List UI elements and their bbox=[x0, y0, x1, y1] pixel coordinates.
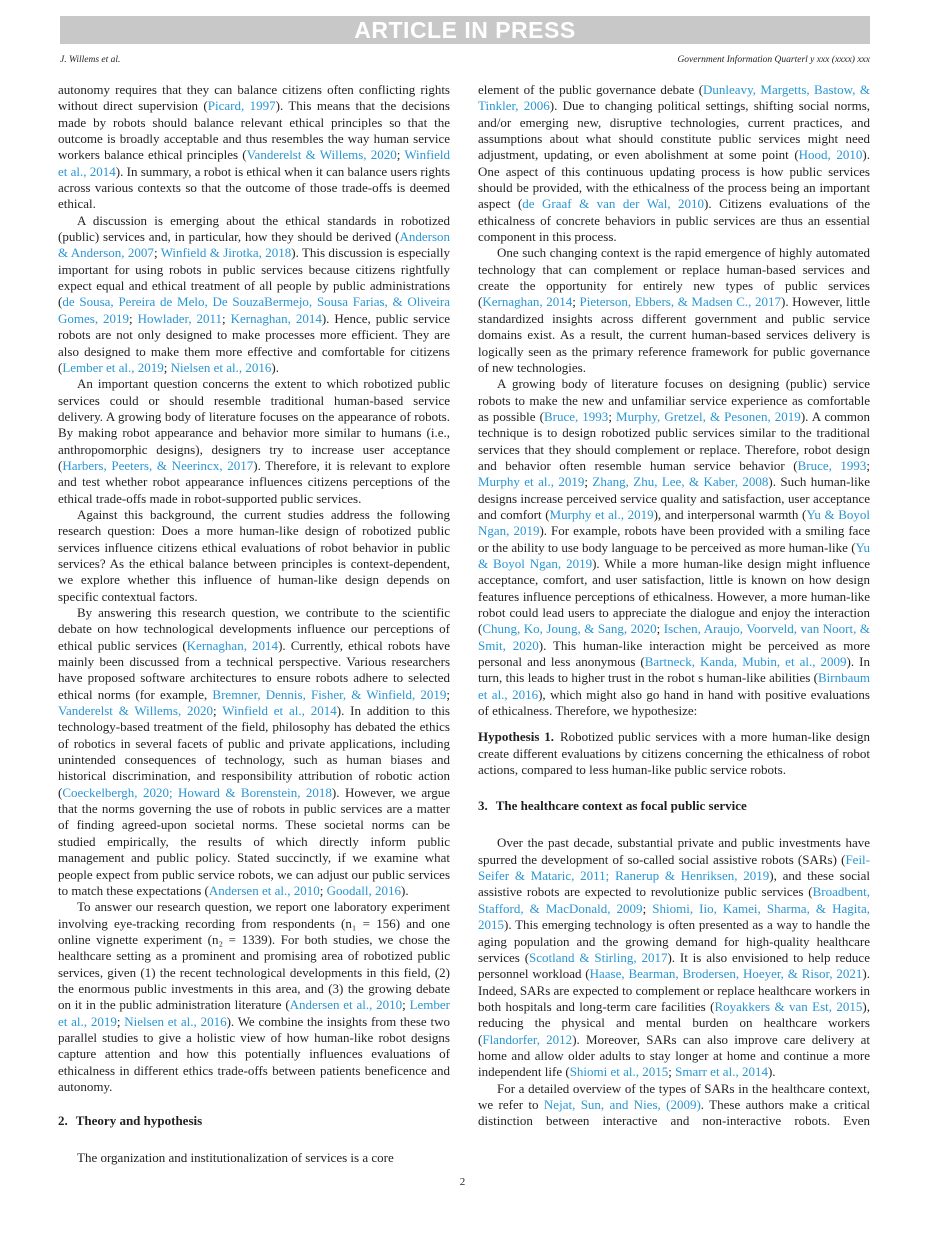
section-title: Theory and hypothesis bbox=[75, 1113, 203, 1129]
citation-link[interactable]: Harbers, Peeters, & Neerincx, 2017 bbox=[62, 457, 254, 473]
text-run: ). It is also envisioned to help reduce personnel workload ( bbox=[478, 949, 870, 982]
paragraph bbox=[478, 1081, 870, 1130]
text-run: ; bbox=[866, 457, 871, 473]
citation-link[interactable]: Bruce, 1993 bbox=[797, 457, 867, 473]
section-number: 2. bbox=[58, 1113, 68, 1129]
text-run: ). Moreover, SARs can also improve care delivery at home and allow older adults to stay longer at home and continue a more independent life ( bbox=[478, 1031, 870, 1080]
page-number: 2 bbox=[459, 1176, 466, 1188]
paragraph bbox=[478, 245, 870, 376]
citation-link[interactable]: Goodall, 2016 bbox=[326, 882, 401, 898]
running-head-journal: Government Information Quarterl y xxx (xxxx) xxx bbox=[677, 55, 870, 65]
text-run: Over the past decade, substantial private and public investments have spurred the development of so-called social assistive robots (SARs) ( bbox=[478, 835, 870, 867]
citation-link[interactable]: Flandorfer, 2012 bbox=[482, 1031, 573, 1047]
paragraph bbox=[478, 82, 870, 245]
paragraph bbox=[58, 605, 450, 899]
text-run: ), and interpersonal warmth ( bbox=[653, 506, 807, 522]
citation-link[interactable]: de Graaf & van der Wal, 2010 bbox=[522, 196, 705, 212]
text-run: ). In addition to this technology-based treatment of the field, philosophy has debated the ethics of robotics in several facets of public and private applications, including unintended consequences of technology, such as human biases and historical discrimination, and responsibility attribution of robotic action ( bbox=[58, 703, 450, 800]
citation-link[interactable]: Smarr et al., 2014 bbox=[675, 1064, 768, 1080]
citation-link[interactable]: Kernaghan, 2014 bbox=[230, 310, 322, 326]
text-run: ; bbox=[572, 294, 580, 310]
hypothesis-1 bbox=[478, 729, 870, 778]
citation-link[interactable]: Coeckelbergh, 2020; Howard & Borenstein, 2018 bbox=[62, 784, 332, 800]
hypothesis-label: Hypothesis 1. bbox=[478, 729, 554, 745]
citation-link[interactable]: Bartneck, Kanda, Mubin, et al., 2009 bbox=[644, 654, 847, 670]
text-run: ; bbox=[402, 997, 410, 1013]
citation-link[interactable]: Murphy, Gretzel, & Pesonen, 2019 bbox=[616, 408, 801, 424]
citation-link[interactable]: Chung, Ko, Joung, & Sang, 2020 bbox=[482, 621, 657, 637]
text-run: ). bbox=[271, 359, 279, 375]
text-run: ). Due to changing political settings, shifting social norms, and/or emerging new, disruptive technologies, current practices, and assumptions about what should constitute public services might need adjustment, updating, or even abolishment at some point ( bbox=[478, 98, 870, 163]
text-run: One such changing context is the rapid emergence of highly automated technology that can complement or replace human-based services and create the opportunity for entirely new types of public services ( bbox=[478, 245, 870, 310]
text-run: ). bbox=[401, 882, 409, 898]
right-column bbox=[478, 82, 870, 1130]
text-run: ; bbox=[642, 900, 653, 916]
text-run: For a detailed overview of the types of SARs in the healthcare context, we refer to bbox=[478, 1080, 870, 1112]
text-run: ; bbox=[222, 310, 231, 326]
hypothesis-text: Robotized public services with a more human-like design create different evaluations by citizens concerning the ethicalness of robot actions, compared to less human-like public service robots. bbox=[478, 729, 870, 778]
citation-link[interactable]: Feil-Seifer & Mataric, 2011; Ranerup & Henriksen, 2019 bbox=[478, 851, 870, 884]
citation-link[interactable]: Dunleavy, Margetts, Bastow, & Tinkler, 2006 bbox=[478, 82, 870, 114]
section-heading-healthcare bbox=[478, 798, 870, 814]
citation-link[interactable]: Nielsen et al., 2016 bbox=[170, 359, 272, 375]
paragraph bbox=[58, 82, 450, 213]
text-run: The organization and institutionalization of services is a core bbox=[77, 1150, 394, 1166]
citation-link[interactable]: Bruce, 1993 bbox=[543, 408, 609, 424]
paragraph bbox=[58, 213, 450, 376]
text-run: ). This emerging technology is often presented as a way to handle the aging population and the growing demand for high-quality healthcare services ( bbox=[478, 917, 870, 965]
text-run: ). However, little standardized insights across different government and public service domains exist. As a result, the current human-based services delivery is logically seen as the primary reference framework for public governance of new technologies. bbox=[478, 294, 870, 375]
text-run: ). In summary, a robot is ethical when it can balance users rights across various contexts so that the outcome of those trade-offs is deemed ethical. bbox=[58, 163, 451, 212]
citation-link[interactable]: Vanderelst & Willems, 2020 bbox=[58, 703, 214, 719]
paragraph bbox=[58, 507, 450, 605]
section-number: 3. bbox=[478, 798, 488, 814]
paragraph bbox=[478, 376, 870, 719]
citation-link[interactable]: Anderson & Anderson, 2007 bbox=[58, 229, 450, 261]
citation-link[interactable]: Kernaghan, 2014 bbox=[482, 294, 573, 310]
text-run: ; bbox=[153, 245, 161, 261]
text-run: ). One aspect of this continuous updating process is how public services should be provided, with the ethicalness of the process being an important aspect ( bbox=[478, 147, 870, 212]
text-run: ). Hence, public service robots are not only designed to make processes more efficient. They are also designed to make them more effective and comfortable for citizens ( bbox=[58, 310, 450, 375]
citation-link[interactable]: Lember et al., 2019 bbox=[58, 997, 450, 1029]
citation-link[interactable]: Yu & Boyol Ngan, 2019 bbox=[478, 506, 870, 539]
text-run: ). A common technique is to design robotized public services similar to the traditional services that they should complement or replace. Therefore, robot design and behavior often resemble human service behavior ( bbox=[478, 408, 870, 473]
text-run: A discussion is emerging about the ethical standards in robotized (public) services and, in particular, how they should be derived ( bbox=[58, 212, 450, 245]
text-run: ; bbox=[163, 359, 171, 375]
paragraph bbox=[478, 835, 870, 1080]
running-head-authors: J. Willems et al. bbox=[60, 55, 121, 65]
text-run: ). In turn, this leads to higher trust in the robot s human-like abilities ( bbox=[478, 654, 870, 686]
citation-link[interactable]: Vanderelst & Willems, 2020 bbox=[246, 147, 397, 163]
citation-link[interactable]: de Sousa, Pereira de Melo, De SouzaBermejo, Sousa Farias, & Oliveira Gomes, 2019 bbox=[58, 294, 450, 326]
citation-link[interactable]: Haase, Bearman, Brodersen, Hoeyer, & Risor, 2021 bbox=[589, 966, 863, 982]
article-in-press-banner: ARTICLE IN PRESS bbox=[60, 16, 870, 44]
citation-link[interactable]: Picard, 1997 bbox=[207, 98, 276, 114]
text-run: ; bbox=[116, 1013, 125, 1029]
citation-link[interactable]: Scotland & Stirling, 2017 bbox=[529, 949, 668, 965]
citation-link[interactable]: Birnbaum et al., 2016 bbox=[478, 670, 870, 702]
citation-link[interactable]: Ischen, Araujo, Voorveld, van Noort, & Smit, 2020 bbox=[478, 621, 870, 653]
citation-link[interactable]: Broadbent, Stafford, & MacDonald, 2009 bbox=[478, 884, 870, 916]
citation-link[interactable]: Yu & Boyol Ngan, 2019 bbox=[478, 539, 870, 571]
citation-link[interactable]: Nejat, Sun, and Nies, (2009) bbox=[543, 1096, 701, 1112]
citation-link[interactable]: Nielsen et al., 2016 bbox=[124, 1013, 227, 1029]
paragraph bbox=[58, 899, 450, 1095]
citation-link[interactable]: Lember et al., 2019 bbox=[62, 359, 164, 375]
section-heading-theory bbox=[58, 1113, 450, 1129]
text-run: ). Therefore, it is relevant to explore and test whether robot appearance influences citizens perceptions of the ethical trade-offs made in robot-supported public services. bbox=[58, 457, 451, 506]
text-run: ). This means that the decisions made by robots should balance relevant ethical principles so that the outcome is broadly acceptable and thus resembles the way human service workers balance ethical principles ( bbox=[58, 98, 450, 163]
text-run: By answering this research question, we contribute to the scientific debate on how technological developments influence our perceptions of ethical public services ( bbox=[58, 605, 450, 653]
citation-link[interactable]: Winfield & Jirotka, 2018 bbox=[160, 245, 292, 261]
citation-link[interactable]: Winfield et al., 2014 bbox=[58, 147, 450, 179]
paragraph bbox=[58, 376, 450, 507]
text-run: ). For example, robots have been provided with a smiling face or the ability to use body language to be perceived as more human-like ( bbox=[478, 523, 870, 555]
left-column bbox=[58, 82, 450, 1167]
text-run: ). Indeed, SARs are expected to complement or replace healthcare workers in both hospitals and long-term care facilities ( bbox=[478, 966, 871, 1014]
citation-link[interactable]: Andersen et al., 2010 bbox=[289, 997, 403, 1013]
text-run: ; bbox=[129, 310, 138, 326]
left-body bbox=[58, 82, 450, 1095]
text-run: ). This human-like interaction might be perceived as more personal and less anonymous ( bbox=[478, 637, 870, 670]
text-run: ; bbox=[656, 621, 664, 637]
text-run: ). Currently, ethical robots have mainly been discussed from a technical perspective. Various researchers have proposed software architectures to ensure robots adhere to selected ethical norms (for example, bbox=[58, 637, 450, 702]
citation-link[interactable]: Murphy et al., 2019 bbox=[478, 474, 585, 490]
citation-link[interactable]: Howlader, 2011 bbox=[137, 310, 223, 326]
text-run: ). Citizens evaluations of the ethicalness of concrete behaviors in public services are thus an essential component in this process. bbox=[478, 196, 871, 245]
text-run: ; bbox=[396, 147, 405, 163]
text-run: ). We combine the insights from these two parallel studies to give a holistic view of how human-like robot designs capture attention and how this potentially influences evaluations of ethicalness in different ethics trade-offs between patients beneficence and autonomy. bbox=[58, 1013, 450, 1094]
citation-link[interactable]: Bremner, Dennis, Fisher, & Winfield, 2019 bbox=[212, 686, 447, 702]
section-3-body bbox=[478, 835, 870, 1129]
text-run: To answer our research question, we report one laboratory experiment involving eye-tracking recording from respondents (n₁ = 156) and one online vignette experiment (n₂ = 1339). For both studies, we chose the healthcare setting as a prominent and promising area of robotized public services, given (1) the recent technological developments in this field, (2) the enormous public investments in this area, and (3) the growing debate on it in the public administration literature ( bbox=[58, 899, 450, 1013]
text-run: A growing body of literature focuses on designing (public) service robots to make the new and unfamiliar service experience as comfortable as possible ( bbox=[478, 376, 870, 424]
citation-link[interactable]: Hood, 2010 bbox=[798, 147, 863, 163]
text-run: An important question concerns the extent to which robotized public services could or should resemble traditional human-based service delivery. A growing body of literature focuses on the appearance of robots. By making robot appearance and behavior more similar to humans (i.e., anthropomorphic designs), designers try to increase user acceptance ( bbox=[58, 376, 450, 473]
citation-link[interactable]: Andersen et al., 2010 bbox=[208, 882, 320, 898]
citation-link[interactable]: Royakkers & van Est, 2015 bbox=[714, 998, 863, 1014]
text-run: ; bbox=[446, 686, 450, 702]
text-run: ), and these social assistive robots are expected to revolutionize public services ( bbox=[478, 868, 870, 900]
text-run: Against this background, the current studies address the following research question: Does a more human-like design of robotized public services influence citizens ethical evaluations of robot behavior in public services? As the ethical balance between principles is context-dependent, we explore whether this influence of human-like design depends on specific contextual factors. bbox=[58, 506, 450, 604]
text-run: autonomy requires that they can balance citizens often conflicting rights without direct supervision ( bbox=[58, 82, 450, 114]
paragraph bbox=[58, 1150, 450, 1166]
text-run: ). Such human-like designs increase perceived service quality and satisfaction, user acceptance and comfort ( bbox=[478, 474, 870, 522]
citation-link[interactable]: Murphy et al., 2019 bbox=[549, 506, 654, 522]
citation-link[interactable]: Shiomi et al., 2015 bbox=[569, 1064, 669, 1080]
text-run: ), reducing the physical and mental burden on healthcare workers ( bbox=[478, 998, 870, 1047]
citation-link[interactable]: Zhang, Zhu, Lee, & Kaber, 2008 bbox=[592, 474, 769, 490]
text-run: ; bbox=[608, 408, 617, 424]
citation-link[interactable]: Shiomi, Iio, Kamei, Sharma, & Hagita, 2015 bbox=[478, 900, 870, 933]
citation-link[interactable]: Winfield et al., 2014 bbox=[222, 703, 337, 719]
section-2-body bbox=[58, 1150, 450, 1166]
section-title: The healthcare context as focal public service bbox=[495, 798, 747, 814]
citation-link[interactable]: Kernaghan, 2014 bbox=[186, 637, 279, 653]
text-run: ; bbox=[319, 882, 327, 898]
text-run: ). This discussion is especially important for using robots in public services because citizens rightfully expect equal and ethical treatment of all people by public administrations ( bbox=[58, 245, 450, 310]
text-run: element of the public governance debate ( bbox=[478, 82, 704, 97]
text-run: ). However, we argue that the norms governing the use of robots in public services are a matter of finding agreed-upon societal norms. These societal norms can be studied empirically, the results of which directly inform public management and public policy. Stated succinctly, if we examine what people expect from public service robots, we can adjust our public services to match these expectations ( bbox=[58, 784, 450, 898]
text-run: ). bbox=[767, 1064, 776, 1080]
text-run: ). While a more human-like design might influence acceptance, comfort, and user satisfaction, little is known on how design features influence perceptions of ethicalness. However, a more human-like robot could lead users to appreciate the dialogue and enjoy the interaction ( bbox=[478, 555, 870, 637]
text-run: ), which might also go hand in hand with positive evaluations of ethicalness. Therefore, we hypothesize: bbox=[478, 686, 870, 719]
text-run: ; bbox=[668, 1064, 676, 1080]
citation-link[interactable]: Pieterson, Ebbers, & Madsen C., 2017 bbox=[579, 294, 781, 310]
text-run: ; bbox=[584, 474, 593, 490]
right-body bbox=[478, 82, 870, 719]
text-run: . These authors make a critical distinction between interactive and non-interactive robots. Even bbox=[478, 1096, 870, 1129]
text-run: ; bbox=[213, 703, 223, 719]
